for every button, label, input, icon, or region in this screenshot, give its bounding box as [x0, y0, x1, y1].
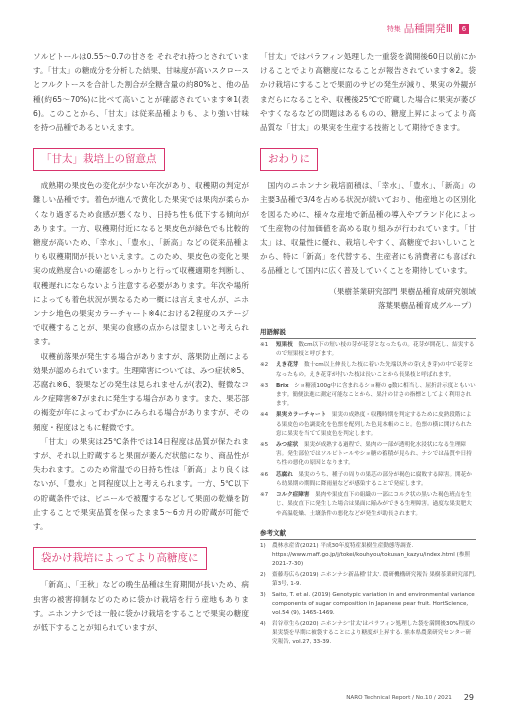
references-list	[260, 542, 476, 647]
reference-text: 齋藤寿広ら(2019) ニホンナシ新品種'甘太'. 農研機構研究報告 果樹茶業研究部門, 第3号, 1-9.	[272, 571, 476, 587]
paragraph: 国内のニホンナシ栽培面積は、「幸水」、「豊水」、「新高」の主要3品種で3/4を占める状況が続いており、他産地との区別化を図るために、様々な産地で新品種の導入やブランド化によって生産物の付加価値を高める取り組みが行われています。「甘太」は、収量性に優れ、栽培しやすく、高糖度でおいしいことから、特に「新高」を代替する、生産者にも消費者にも喜ばれる品種として国内に広く普及していくことを期待しています。	[260, 181, 476, 276]
glossary-term: 短果枝	[276, 342, 293, 349]
glossary-term: Brix	[276, 382, 289, 389]
reference-text: Saito, T. et al. (2019) Genotypic variation in and environmental variance components of sugar composition in Japanese pear fruit. HortScience, vol.54 (9), 1465-1469.	[272, 591, 475, 616]
glossary-text: 果肉や果皮直下の組織の一部にコルク状の黒いた褐色班点を生じ、果皮直下に発生した場合は果面に陥みができる生理障害。過度な果実肥大や高温乾燥、土壌条件の悪化などが発生が助長されます。	[276, 492, 472, 517]
glossary-text: ショ糖液100g中に含まれるショ糖の g数に相当し、屈折計示度ともいいます。簡便法進に測定可能なことから、果汁の甘さの指標としてよく利用されます。	[276, 382, 476, 408]
reference-item	[260, 591, 476, 618]
reference-item	[260, 542, 476, 569]
reference-num: 4)	[260, 620, 266, 627]
reference-item	[260, 571, 476, 589]
author-credit: （果樹茶業研究部門 果樹品種育成研究領域 落葉果樹品種育成グループ）	[329, 286, 476, 310]
header-title: 品種開発Ⅲ	[403, 23, 453, 35]
reference-item	[260, 620, 476, 647]
paragraph: 「新高」、「王秋」などの晩生品種は生育期間が長いため、病虫害の被害抑制などのために袋かけ栽培を行う産地もあります。ニホンナシでは一般に袋かけ栽培をすることで果実の糖度が低下することが知られていますが、	[33, 580, 249, 632]
references-heading: 参考文献	[260, 528, 476, 540]
glossary-term: 芯腐れ	[276, 471, 293, 478]
glossary-item	[260, 361, 476, 379]
glossary-term: コルク症障害	[276, 492, 310, 499]
reference-num: 2)	[260, 571, 266, 578]
glossary-term: 果実カラーチャート	[276, 412, 327, 419]
reference-text: 岩谷章生ら(2020) ニホンナシ'甘太'はパラフィン処理した袋を満開後30%程度の果実袋を早期に被袋することにより糖度が上昇する. 熊本県農業研究センター研究報告, vol.27, 33-39.	[272, 620, 476, 645]
paragraph: ソルビトールは0.55～0.7の甘さを それぞれ持つとされています。「甘太」の糖成分を分析した結果、甘味度が高いスクロースとフルクトースを合計した割合が全糖含量の約80%と、他の品種(約65～70%)に比べて高いことが確認されています※1(表6)。このことから、「甘太」は従来品種よりも、より強い甘味を持つ品種であるといえます。	[33, 52, 249, 133]
section-title-cultivation-notes: 「甘太」栽培上の留意点	[33, 148, 165, 171]
glossary-item	[260, 341, 476, 359]
page-footer	[346, 693, 474, 702]
glossary-item	[260, 441, 476, 469]
glossary-term: えき花芽	[276, 362, 299, 369]
glossary-num: ※5	[260, 442, 269, 449]
glossary-text: 果実のうち、種子の周りの果芯の部分が褐色に腐敗する障害。開花から幼果期の期間に降雨量などが感染することで発症します。	[276, 471, 472, 487]
glossary-item	[260, 411, 476, 439]
glossary-text: 数十cm以上伸長した枝に着いた先端以外の芽(えき芽)の中で花芽となったもの。えき花芽が付いた枝は長いことから長果枝と呼ばれます。	[276, 362, 474, 378]
glossary-num: ※4	[260, 412, 269, 419]
glossary-num: ※7	[260, 492, 269, 499]
header-tag: 特集	[386, 24, 401, 33]
paragraph: 「甘太」ではパラフィン処理した一重袋を満開後60日以前にかけることでより高糖度になることが報告されています※2。袋かけ栽培にすることで果面のサビの発生が減り、果実の外観がまだらになることや、収穫後25℃で貯蔵した場合に果実が萎びやすくなるなどの問題はあるものの、糖度上昇によってより高品質な「甘太」の果実を生産する技術として期待できます。	[260, 52, 476, 133]
glossary-text: 数cm以下の短い枝の芽が花芽となったもの。花芽が開花し、結実するので短果枝と呼びます。	[276, 342, 475, 358]
reference-num: 3)	[260, 591, 266, 598]
glossary-list	[260, 341, 476, 519]
header-badge: 6	[459, 24, 469, 34]
glossary-num: ※3	[260, 382, 269, 389]
glossary-item	[260, 491, 476, 519]
glossary-heading: 用語解説	[260, 327, 476, 339]
reference-text: 農林水産省(2021) 平成30年度特産果樹生産動態等調査. https://www.maff.go.jp/j/tokei/kouhyou/tokusan_kazyu/index.html (参照 2021-7-30)	[272, 542, 471, 567]
glossary-num: ※2	[260, 362, 269, 369]
section-title-bagging: 袋かけ栽培によってより高糖度に	[33, 547, 207, 570]
left-column	[33, 50, 249, 635]
publication-name: NARO Technical Report / No.10 / 2021	[346, 694, 452, 701]
glossary-term: みつ症状	[276, 442, 299, 449]
page-header	[387, 21, 469, 36]
glossary-text: 果実が成熟する過程で、果肉の一部が透明化水浸状になる生理障害。発生部位ではソルビトールやショ糖の蓄積が見られ、ナシでは品質や日持ち性の悪化の原因となります。	[276, 442, 472, 467]
paragraph: 収穫前落果が発生する場合がありますが、落果防止剤による効果が認められています。生理障害については、みつ症状※5、芯腐れ※6、裂果などの発生は見られませんが(表2)、軽微なコルク症障害※7がまれに発生する場合があります。また、果芯部の褐変が年によってわずかにみられる場合がありますが、その頻度・程度はともに軽微です。	[33, 351, 249, 432]
page-number: 29	[463, 693, 474, 702]
reference-num: 1)	[260, 542, 266, 549]
glossary-item	[260, 471, 476, 489]
paragraph: 成熟期の果皮色の変化が少ない年次があり、収穫期の判定が難しい品種です。着色が進んで黄化した果実では果肉が柔らかくなり過ぎるため食感が悪くなり、日持ち性も低下する傾向があります。一方、収穫期付近になると果皮色が緑色でも比較的糖度が高いため、「幸水」、「豊水」、「新高」などの従来品種よりも収穫期間が長いといえます。このため、果皮色の変化と果実の成熟度合いの確認をしっかりと行って収穫適期を判断し、収穫遅れにならないよう注意する必要があります。年次や場所によっても着色状況が異なるため一概には言えませんが、ニホンナシ地色の果実カラーチャート※4における2程度のステージで収穫することが、果実の食感の点からは望ましいと考えられます。	[33, 181, 249, 347]
glossary-item	[260, 382, 476, 410]
right-column	[260, 50, 476, 647]
paragraph: 「甘太」の果実は25℃条件では14日程度は品質が保たれますが、それ以上貯蔵すると果面が萎んだ状態になり、商品性が失われます。このため常温での日持ち性は「新高」より良くはないが、「豊水」と同程度以上と考えられます。一方、5℃以下の貯蔵条件では、ビニールで被覆するなどして果面の乾燥を防止することで果実品質を保ったまま5～6カ月の貯蔵が可能です。	[33, 436, 249, 532]
glossary-text: 果実の成熟度・収穫時期を判定するために皮熟段階による果皮色の色調変化を色票を配列した色見本帳のこと。色票の横に開けられた窓に果実を当てて果皮色を判定します。	[276, 412, 472, 437]
glossary-num: ※6	[260, 471, 269, 478]
glossary-num: ※1	[260, 342, 269, 349]
section-title-conclusion: おわりに	[260, 148, 318, 171]
